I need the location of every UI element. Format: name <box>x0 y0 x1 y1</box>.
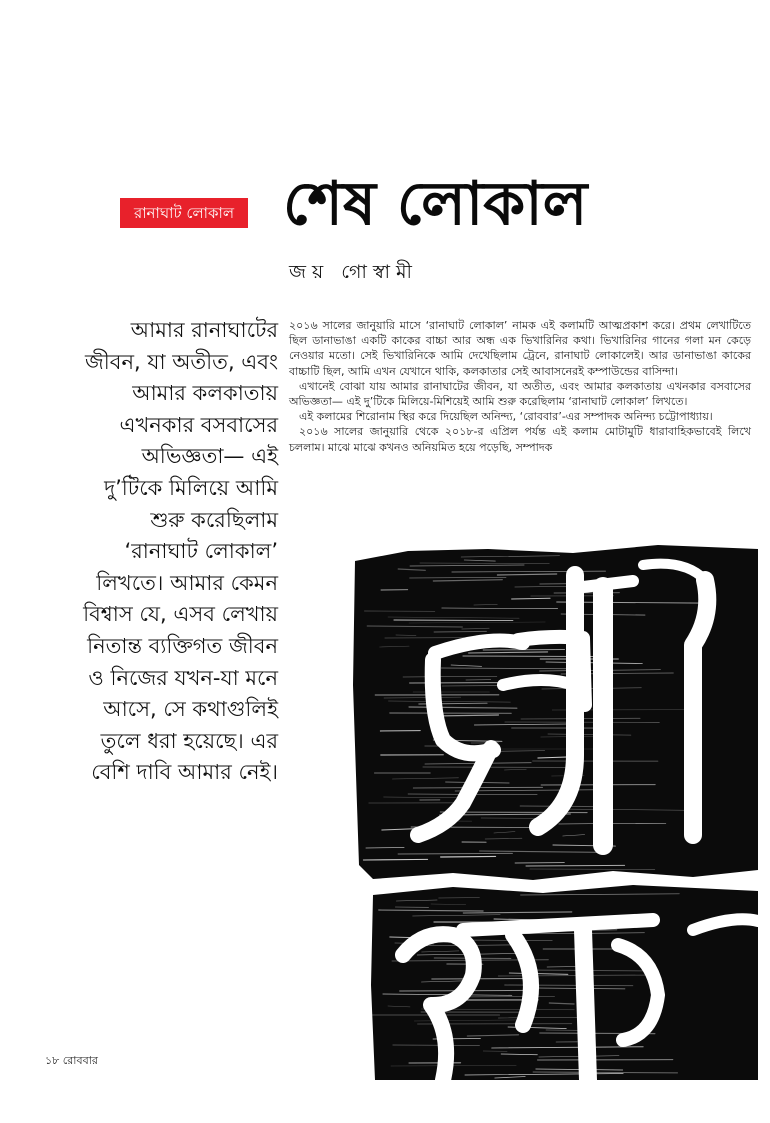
pull-quote-line: অভিজ্ঞতা— এই <box>141 444 278 469</box>
pull-quote-line: নিতান্ত ব্যক্তিগত জীবন <box>87 633 278 658</box>
body-paragraph: ২০১৬ সালের জানুয়ারি থেকে ২০১৮-র এপ্রিল পর্যন্ত এই কলাম মোটামুটি ধারাবাহিকভাবেই লিখে চললাম। মাঝে মাঝে কখনও অনিয়মিত হয়ে পড়েছি, সম্পাদক <box>289 425 751 454</box>
pull-quote-line: বেশি দাবি আমার নেই। <box>91 760 278 785</box>
pull-quote-line: আমার রানাঘাটের <box>130 318 278 342</box>
woodcut-lettering-image <box>313 535 758 1080</box>
grain-line <box>441 856 496 857</box>
grain-line <box>394 620 513 621</box>
pull-quote-line: তুলে ধরা হয়েছে। এর <box>100 728 278 753</box>
section-tag: রানাঘাট লোকাল <box>120 198 248 228</box>
grain-line <box>515 863 564 864</box>
article-title: শেষ লোকাল <box>283 169 588 239</box>
pull-quote <box>18 315 278 789</box>
grain-line <box>398 853 512 854</box>
pull-quote-line: ‘রানাঘাট লোকাল’ <box>124 539 278 564</box>
grain-line <box>432 979 533 980</box>
pull-quote-line: জীবন, যা অতীত, এবং <box>85 349 278 374</box>
pull-quote-line: লিখতে। আমার কেমন <box>96 570 278 595</box>
article-body <box>289 318 751 455</box>
grain-line <box>363 859 427 860</box>
body-paragraph: ২০১৬ সালের জানুয়ারি মাসে ‘রানাঘাট লোকাল’ নামক এই কলামটি আত্মপ্রকাশ করে। প্রথম লেখাটিতে ছিল ডানাভাঙা একটি কাকের বাচ্চা আর অন্ধ এক ভিখারিনির কথা। ভিখারিনির গানের গলা মন কেড়ে নেওয়ার মতো। সেই ভিখারিনিকে আমি দেখেছিলাম ট্রেনে, রানাঘাট লোকালেই। আর ডানাভাঙা কাকের বাচ্চাটি ছিল, আমি এখন যেখানে থাকি, কলকাতার সেই আবাসনেরই কম্পাউন্ডের বাসিন্দা। <box>289 319 751 378</box>
grain-line <box>366 848 404 849</box>
pull-quote-line: আমার কলকাতায় <box>132 381 278 406</box>
pull-quote-line: দু’টিকে মিলিয়ে আমি <box>104 475 278 500</box>
pull-quote-line: এখনকার বসবাসের <box>119 412 278 437</box>
page-folio: ১৮ রোববার <box>45 1054 98 1067</box>
grain-line <box>546 1030 583 1031</box>
grain-line <box>526 865 625 866</box>
woodcut-panel-bottom <box>371 885 758 1080</box>
grain-line <box>393 1045 480 1046</box>
body-paragraph: এখানেই বোঝা যায় আমার রানাঘাটের জীবন, যা অতীত, এবং আমার কলকাতায় এখনকার বসবাসের অভিজ্ঞতা— এই দু’টিকে মিলিয়ে-মিশিয়েই আমি শুরু করেছিলাম ‘রানাঘাট লোকাল’ লিখতে। <box>289 379 751 409</box>
pull-quote-line: আসে, সে কথাগুলিই <box>103 697 278 722</box>
pull-quote-line: শুরু করেছিলাম <box>150 507 278 532</box>
woodcut-artwork <box>313 535 758 1080</box>
body-paragraph: এই কলামের শিরোনাম স্থির করে দিয়েছিল অনিন্দ্য, ‘রোববার’-এর সম্পাদক অনিন্দ্য চট্টোপাধ্যায়। <box>299 410 713 424</box>
author-byline: জয় গোস্বামী <box>289 261 418 283</box>
pull-quote-line: ও নিজের যখন-যা মনে <box>88 665 278 690</box>
grain-line <box>434 631 486 632</box>
grain-line <box>512 598 550 599</box>
pull-quote-line: বিশ্বাস যে, এসব লেখায় <box>83 602 278 627</box>
